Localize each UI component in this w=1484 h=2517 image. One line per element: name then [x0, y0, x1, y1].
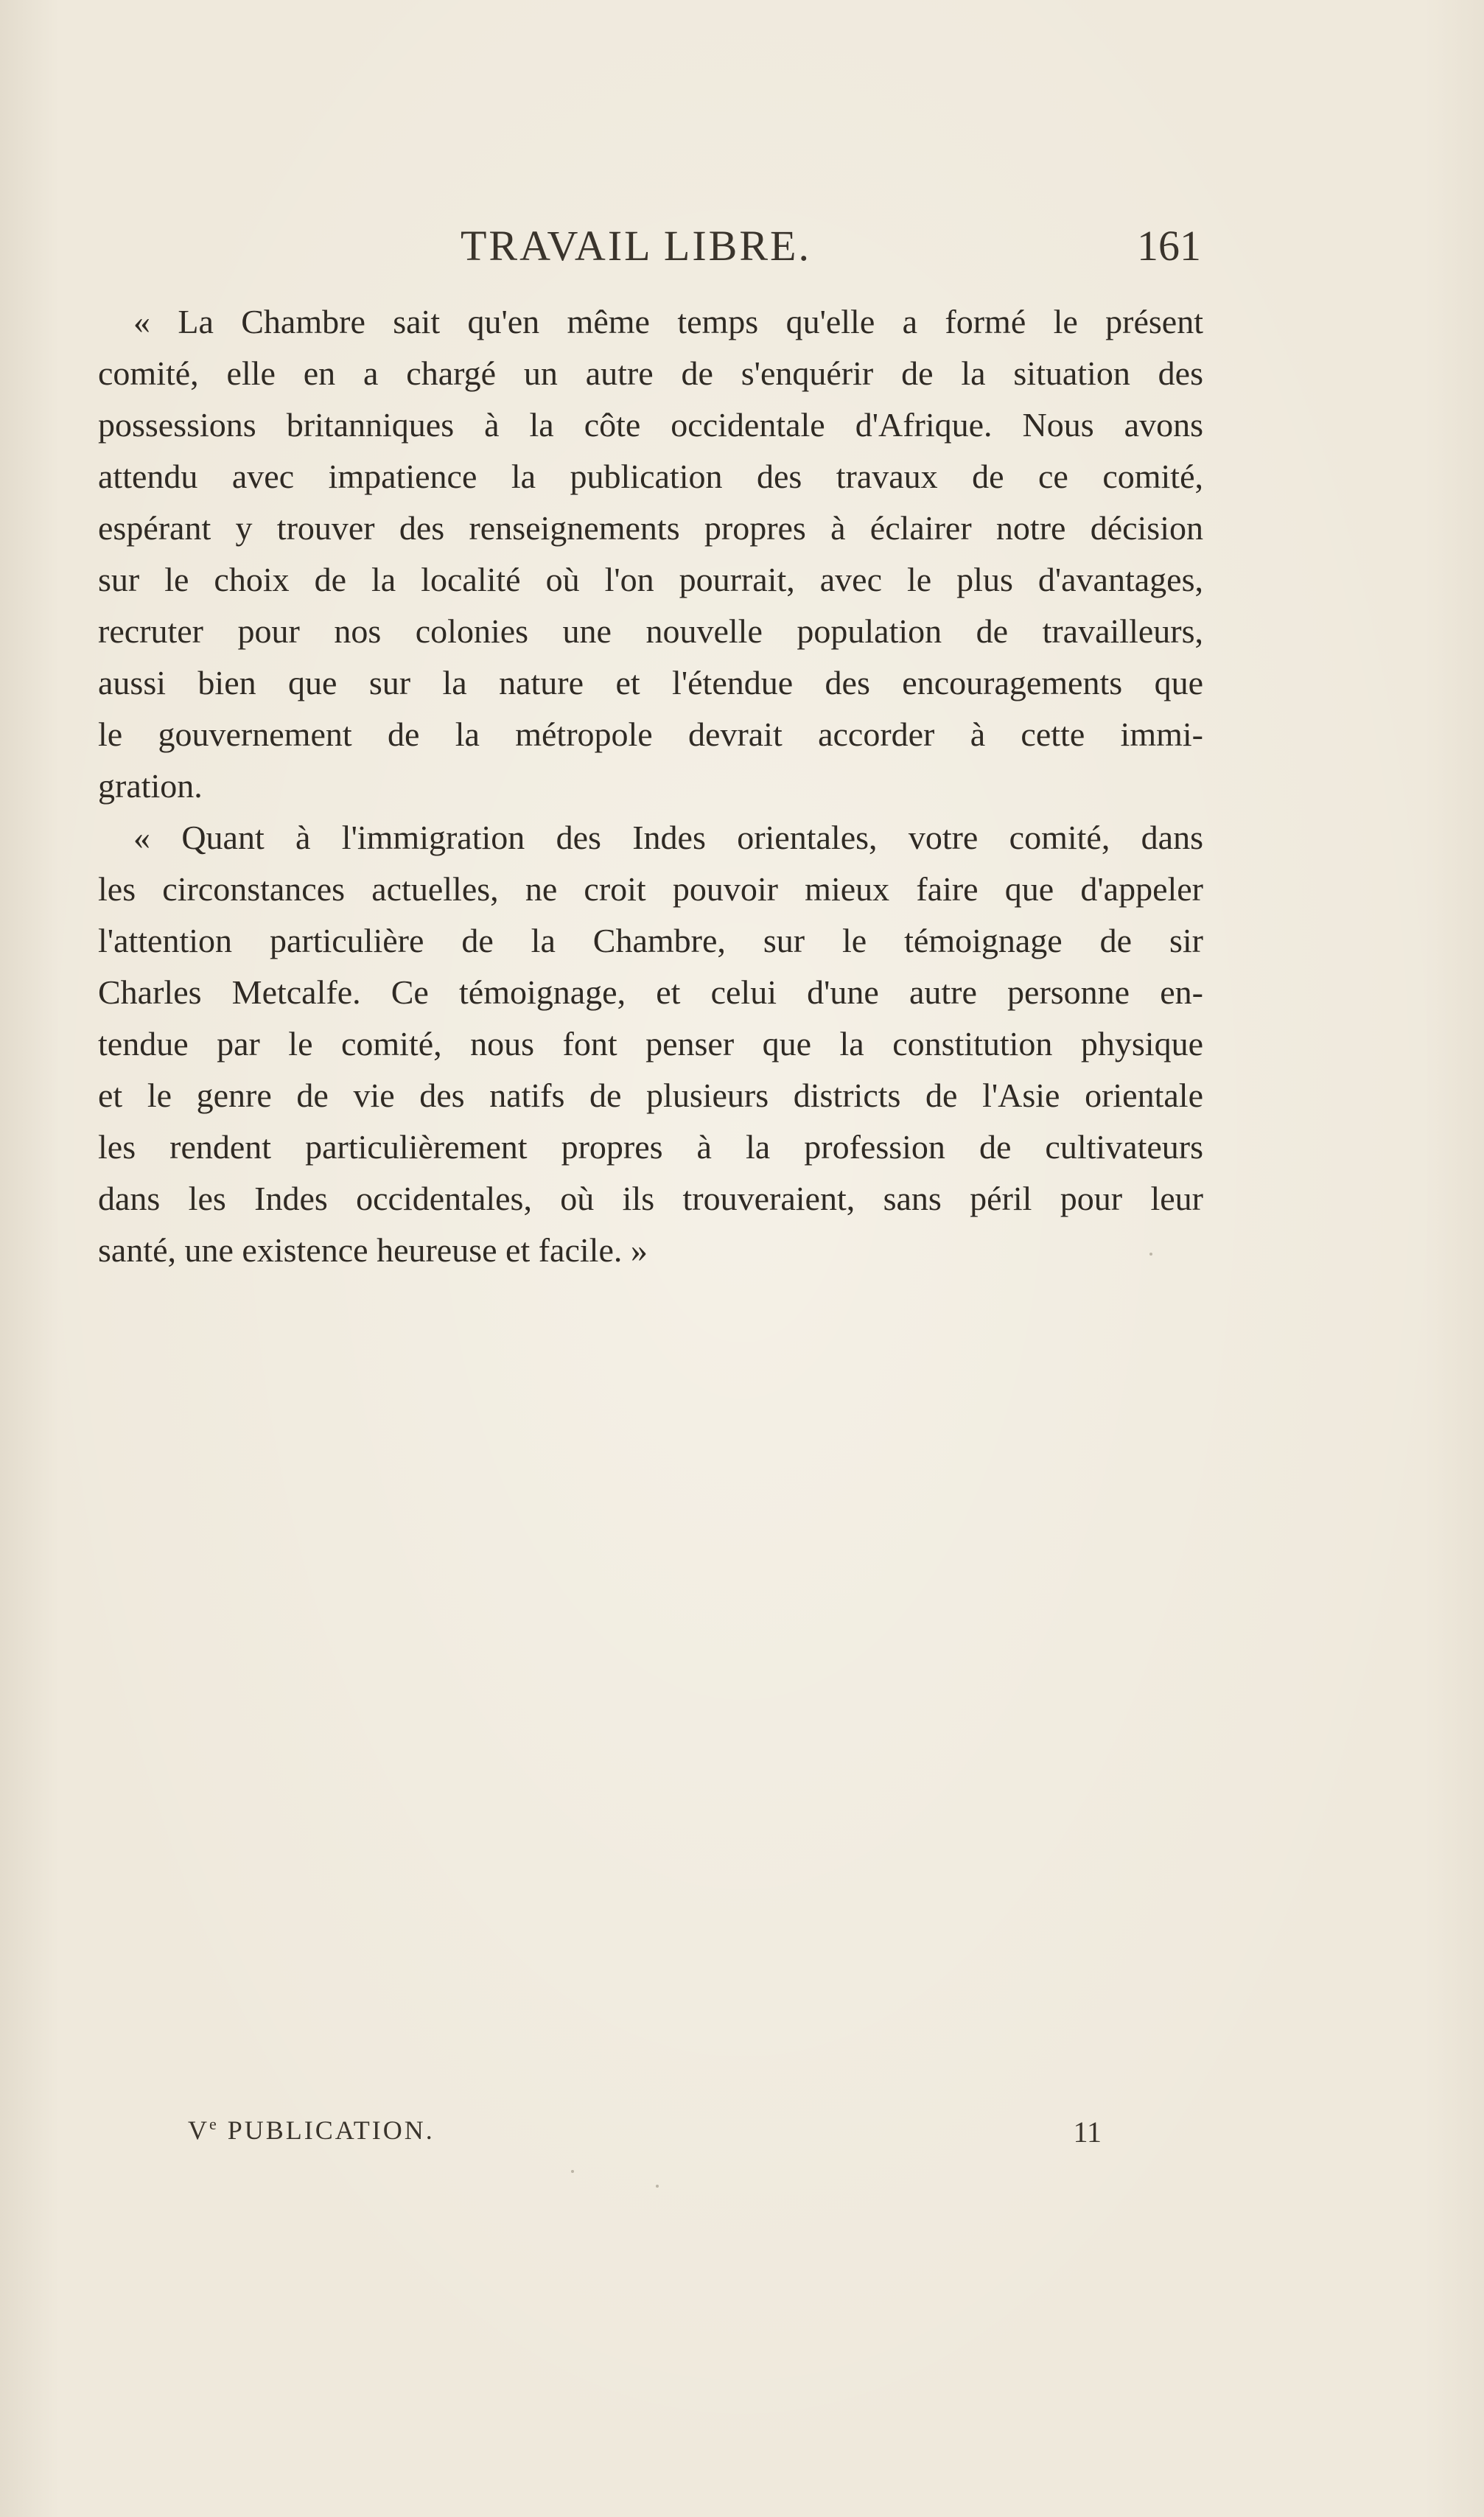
text-line: attendu avec impatience la publication des travaux de ce comité, [98, 458, 1203, 495]
text-line: sur le choix de la localité où l'on pourrait, avec le plus d'avantages, [98, 561, 1203, 598]
text-line: gration. [98, 767, 203, 805]
text-line: les circonstances actuelles, ne croit pouvoir mieux faire que d'appeler [98, 870, 1203, 908]
text-line: possessions britanniques à la côte occidentale d'Afrique. Nous avons [98, 406, 1203, 444]
text-line: espérant y trouver des renseignements propres à éclairer notre décision [98, 509, 1203, 547]
page-footer [188, 2115, 1102, 2159]
signature-superscript: e [209, 2115, 219, 2133]
paragraph-1 [98, 296, 1203, 812]
sheet-number: 11 [1073, 2115, 1102, 2149]
running-title: TRAVAIL LIBRE. [461, 222, 811, 270]
paper-speck [1149, 1253, 1152, 1256]
page-number: 161 [1137, 222, 1201, 270]
text-line: aussi bien que sur la nature et l'étendue des encouragements que [98, 664, 1203, 701]
signature-mark [188, 2115, 435, 2146]
text-line: les rendent particulièrement propres à la profession de cultivateurs [98, 1128, 1203, 1166]
text-line: « Quant à l'immigration des Indes orientales, votre comité, dans [133, 819, 1203, 856]
text-line: le gouvernement de la métropole devrait accorder à cette immi- [98, 715, 1203, 753]
text-line: tendue par le comité, nous font penser que la constitution physique [98, 1025, 1203, 1063]
text-line: recruter pour nos colonies une nouvelle population de travailleurs, [98, 612, 1203, 650]
signature-prefix: V [188, 2115, 209, 2145]
running-head [96, 221, 1201, 280]
text-line: et le genre de vie des natifs de plusieurs districts de l'Asie orientale [98, 1077, 1203, 1114]
body-text [98, 296, 1203, 1276]
text-line: comité, elle en a chargé un autre de s'enquérir de la situation des [98, 354, 1203, 392]
text-line: l'attention particulière de la Chambre, sur le témoignage de sir [98, 922, 1203, 959]
paragraph-2 [98, 812, 1203, 1276]
text-line: dans les Indes occidentales, où ils trouveraient, sans péril pour leur [98, 1180, 1203, 1217]
signature-text: PUBLICATION. [218, 2115, 435, 2145]
paper-speck [656, 2185, 659, 2188]
text-line: Charles Metcalfe. Ce témoignage, et celui d'une autre personne en- [98, 973, 1203, 1011]
paper-speck [571, 2170, 574, 2173]
text-line: « La Chambre sait qu'en même temps qu'elle a formé le présent [133, 303, 1203, 340]
text-line: santé, une existence heureuse et facile. » [98, 1231, 648, 1269]
